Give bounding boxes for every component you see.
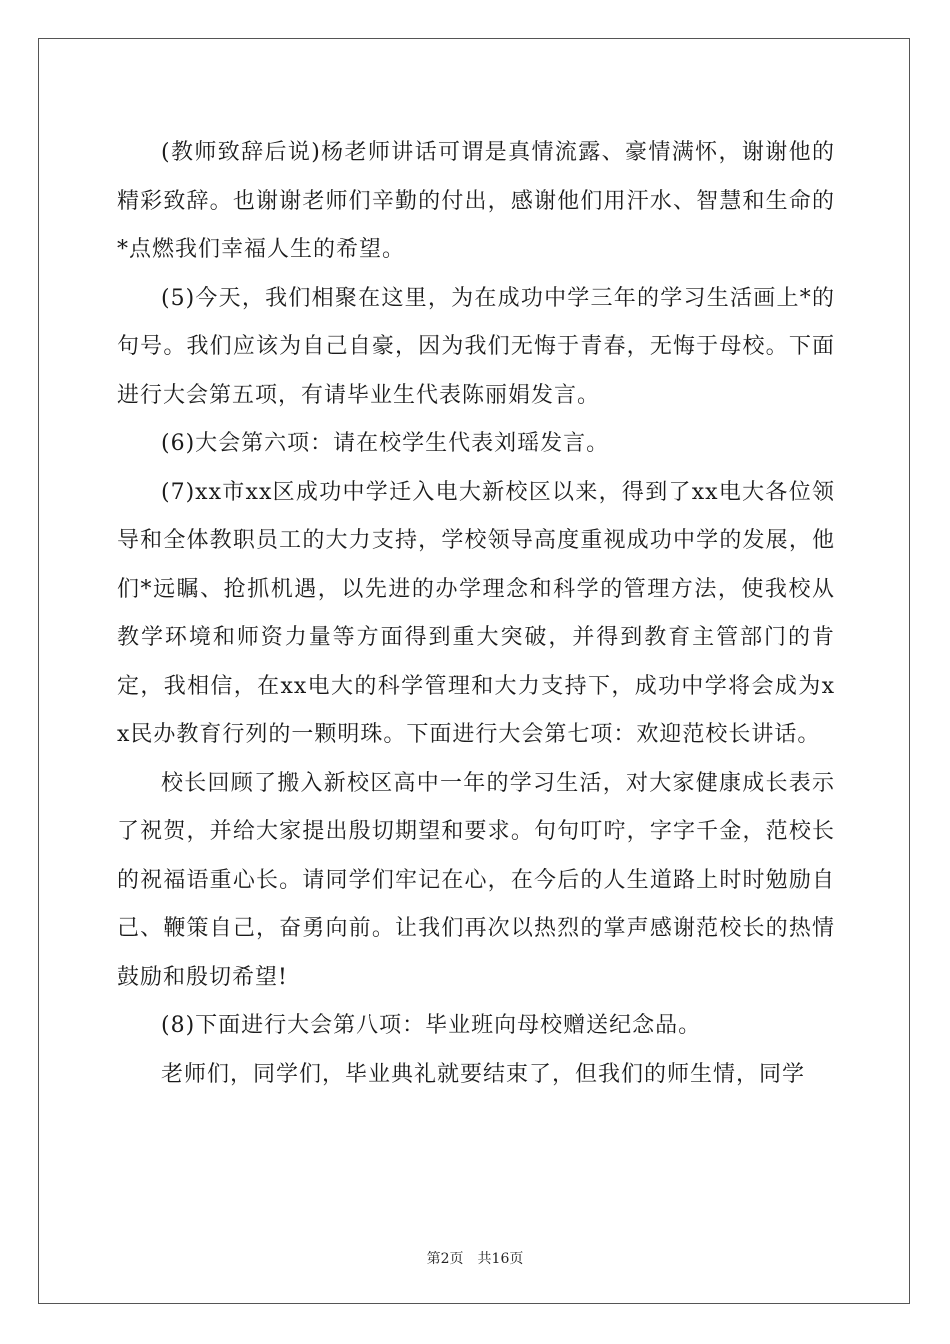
- page-number-current: 第2页: [426, 1251, 464, 1267]
- paragraph: 校长回顾了搬入新校区高中一年的学习生活，对大家健康成长表示了祝贺，并给大家提出殷切期望和要求。句句叮咛，字字千金，范校长的祝福语重心长。请同学们牢记在心，在今后的人生道路上时时勉励自己、鞭策自己，奋勇向前。让我们再次以热烈的掌声感谢范校长的热情鼓励和殷切希望!: [117, 770, 835, 990]
- paragraph: (6)大会第六项：请在校学生代表刘瑶发言。: [161, 431, 610, 456]
- document-body: [117, 129, 835, 1099]
- paragraph: 老师们，同学们，毕业典礼就要结束了，但我们的师生情，同学: [161, 1061, 806, 1087]
- paragraph: (8)下面进行大会第八项：毕业班向母校赠送纪念品。: [161, 1013, 702, 1038]
- page-footer: [0, 1248, 950, 1268]
- page-number-total: 共16页: [477, 1251, 524, 1267]
- paragraph: (7)xx市xx区成功中学迁入电大新校区以来，得到了xx电大各位领导和全体教职员工的大力支持，学校领导高度重视成功中学的发展，他们*远瞩、抢抓机遇，以先进的办学理念和科学的管理方法，使我校从教学环境和师资力量等方面得到重大突破，并得到教育主管部门的肯定，我相信，在xx电大的科学管理和大力支持下，成功中学将会成为xx民办教育行列的一颗明珠。下面进行大会第七项：欢迎范校长讲话。: [117, 479, 835, 747]
- paragraph: (5)今天，我们相聚在这里，为在成功中学三年的学习生活画上*的句号。我们应该为自己自豪，因为我们无悔于青春，无悔于母校。下面进行大会第五项，有请毕业生代表陈丽娟发言。: [117, 285, 835, 408]
- paragraph: (教师致辞后说)杨老师讲话可谓是真情流露、豪情满怀，谢谢他的精彩致辞。也谢谢老师们辛勤的付出，感谢他们用汗水、智慧和生命的*点燃我们幸福人生的希望。: [117, 140, 835, 262]
